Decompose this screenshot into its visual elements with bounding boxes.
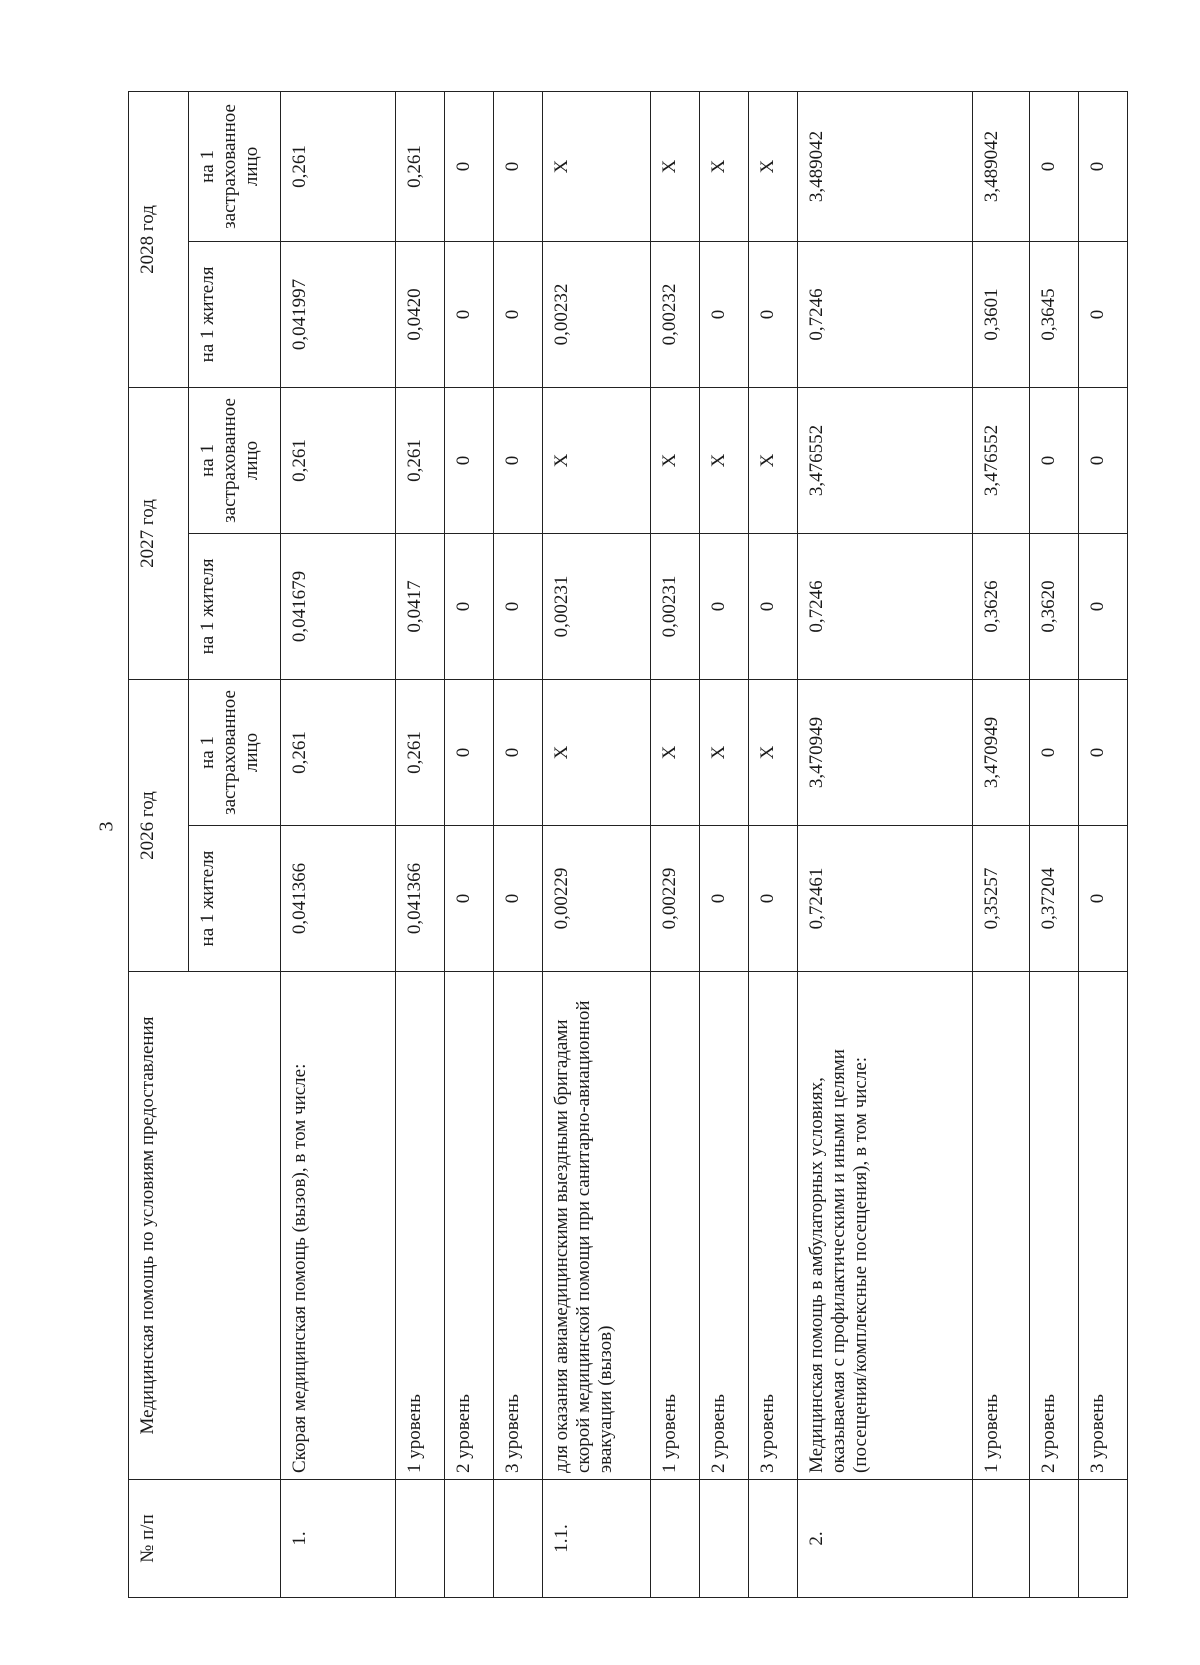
row-value: 3,489042 — [973, 91, 1029, 241]
row-value: 0,041997 — [281, 241, 396, 387]
row-value: 0,00229 — [650, 826, 699, 972]
row-value: 0,261 — [395, 91, 444, 241]
row-value: 0 — [444, 241, 493, 387]
row-value: 0 — [748, 241, 797, 387]
row-value: 0,72461 — [798, 826, 973, 972]
row-description: 2 уровень — [699, 972, 748, 1480]
row-value: 0,041366 — [281, 826, 396, 972]
table-row — [748, 91, 797, 1597]
row-value: 0,35257 — [973, 826, 1029, 972]
row-value: 0 — [444, 533, 493, 679]
row-description: Скорая медицинская помощь (вызов), в том числе: — [281, 972, 396, 1480]
row-value: 0 — [444, 826, 493, 972]
row-value: 0,00231 — [650, 533, 699, 679]
row-value: 0 — [699, 826, 748, 972]
table-row — [395, 91, 444, 1597]
row-value: 0 — [493, 826, 542, 972]
table-row — [444, 91, 493, 1597]
row-number — [650, 1480, 699, 1598]
table-row — [973, 91, 1029, 1597]
table-row — [493, 91, 542, 1597]
row-value: 0 — [1078, 241, 1127, 387]
row-value: 0 — [493, 679, 542, 825]
row-value: 0,00231 — [543, 533, 651, 679]
header-year-2027: 2027 год — [129, 387, 189, 679]
row-value: 3,489042 — [798, 91, 973, 241]
row-value: 0 — [748, 826, 797, 972]
row-value: 0 — [1078, 826, 1127, 972]
table-rotated-container — [128, 92, 1128, 1598]
row-value: 0,00232 — [650, 241, 699, 387]
table-row — [699, 91, 748, 1597]
row-value: X — [699, 91, 748, 241]
row-value: 0,261 — [281, 91, 396, 241]
row-value: 0,3626 — [973, 533, 1029, 679]
row-value: 0,041679 — [281, 533, 396, 679]
row-value: 3,470949 — [973, 679, 1029, 825]
data-table — [128, 91, 1128, 1598]
row-number — [1078, 1480, 1127, 1598]
table-row — [798, 91, 973, 1597]
row-value: 0,7246 — [798, 533, 973, 679]
header-sub-insured: на 1 застрахованное лицо — [189, 679, 281, 825]
row-value: 0,261 — [281, 679, 396, 825]
header-sub-insured: на 1 застрахованное лицо — [189, 91, 281, 241]
row-value: 0 — [444, 91, 493, 241]
row-description: 1 уровень — [973, 972, 1029, 1480]
row-value: 0,7246 — [798, 241, 973, 387]
row-description: для оказания авиамедицинскими выездными бригадами скорой медицинской помощи при санитарно-авиационной эвакуации (вызов) — [543, 972, 651, 1480]
row-description: 2 уровень — [444, 972, 493, 1480]
row-number — [395, 1480, 444, 1598]
row-value: X — [748, 679, 797, 825]
row-description: Медицинская помощь в амбулаторных условиях, оказываемая с профилактическими и иными целями (посещения/комплексные посещения), в том числе: — [798, 972, 973, 1480]
row-value: 0,3620 — [1029, 533, 1078, 679]
row-description: 2 уровень — [1029, 972, 1078, 1480]
header-desc: Медицинская помощь по условиям предоставления — [129, 972, 281, 1480]
row-value: X — [748, 387, 797, 533]
row-description: 1 уровень — [650, 972, 699, 1480]
header-sub-resident: на 1 жителя — [189, 533, 281, 679]
row-value: 3,476552 — [973, 387, 1029, 533]
row-description: 3 уровень — [493, 972, 542, 1480]
row-value: 0 — [699, 241, 748, 387]
row-value: X — [650, 91, 699, 241]
row-value: 0,261 — [281, 387, 396, 533]
table-body — [281, 91, 1128, 1597]
row-number — [973, 1480, 1029, 1598]
table-row — [281, 91, 396, 1597]
row-description: 3 уровень — [748, 972, 797, 1480]
row-description: 1 уровень — [395, 972, 444, 1480]
row-value: 3,476552 — [798, 387, 973, 533]
row-number: 1.1. — [543, 1480, 651, 1598]
row-value: 0 — [444, 387, 493, 533]
row-value: 3,470949 — [798, 679, 973, 825]
table-row — [543, 91, 651, 1597]
table-row — [1029, 91, 1078, 1597]
row-number — [748, 1480, 797, 1598]
row-value: X — [543, 91, 651, 241]
row-value: 0,37204 — [1029, 826, 1078, 972]
row-value: X — [748, 91, 797, 241]
row-value: 0 — [1078, 387, 1127, 533]
row-value: 0 — [748, 533, 797, 679]
header-year-2026: 2026 год — [129, 679, 189, 971]
row-value: 0 — [1078, 533, 1127, 679]
page-number: 3 — [95, 821, 118, 832]
row-number — [493, 1480, 542, 1598]
header-sub-resident: на 1 жителя — [189, 826, 281, 972]
row-value: 0,00229 — [543, 826, 651, 972]
row-number: 2. — [798, 1480, 973, 1598]
table-row — [650, 91, 699, 1597]
row-value: X — [650, 679, 699, 825]
row-description: 3 уровень — [1078, 972, 1127, 1480]
row-value: X — [543, 679, 651, 825]
row-value: 0 — [493, 387, 542, 533]
row-value: X — [650, 387, 699, 533]
row-value: 0 — [1029, 679, 1078, 825]
row-value: 0 — [1078, 679, 1127, 825]
row-value: 0,041366 — [395, 826, 444, 972]
header-row-years — [129, 91, 189, 1597]
table-row — [1078, 91, 1127, 1597]
header-num: № п/п — [129, 1480, 281, 1598]
row-value: 0 — [1029, 91, 1078, 241]
row-value: 0,261 — [395, 387, 444, 533]
row-value: 0,0420 — [395, 241, 444, 387]
row-number — [1029, 1480, 1078, 1598]
header-year-2028: 2028 год — [129, 91, 189, 387]
row-value: 0 — [699, 533, 748, 679]
row-value: 0 — [1078, 91, 1127, 241]
header-sub-resident: на 1 жителя — [189, 241, 281, 387]
row-value: 0,3601 — [973, 241, 1029, 387]
row-value: 0,261 — [395, 679, 444, 825]
row-value: X — [699, 679, 748, 825]
row-value: 0 — [493, 241, 542, 387]
row-number — [444, 1480, 493, 1598]
row-value: 0 — [493, 533, 542, 679]
row-value: 0 — [493, 91, 542, 241]
row-value: 0,0417 — [395, 533, 444, 679]
row-value: 0 — [444, 679, 493, 825]
row-value: X — [543, 387, 651, 533]
row-number — [699, 1480, 748, 1598]
row-value: 0,00232 — [543, 241, 651, 387]
header-sub-insured: на 1 застрахованное лицо — [189, 387, 281, 533]
row-number: 1. — [281, 1480, 396, 1598]
row-value: 0 — [1029, 387, 1078, 533]
row-value: 0,3645 — [1029, 241, 1078, 387]
row-value: X — [699, 387, 748, 533]
